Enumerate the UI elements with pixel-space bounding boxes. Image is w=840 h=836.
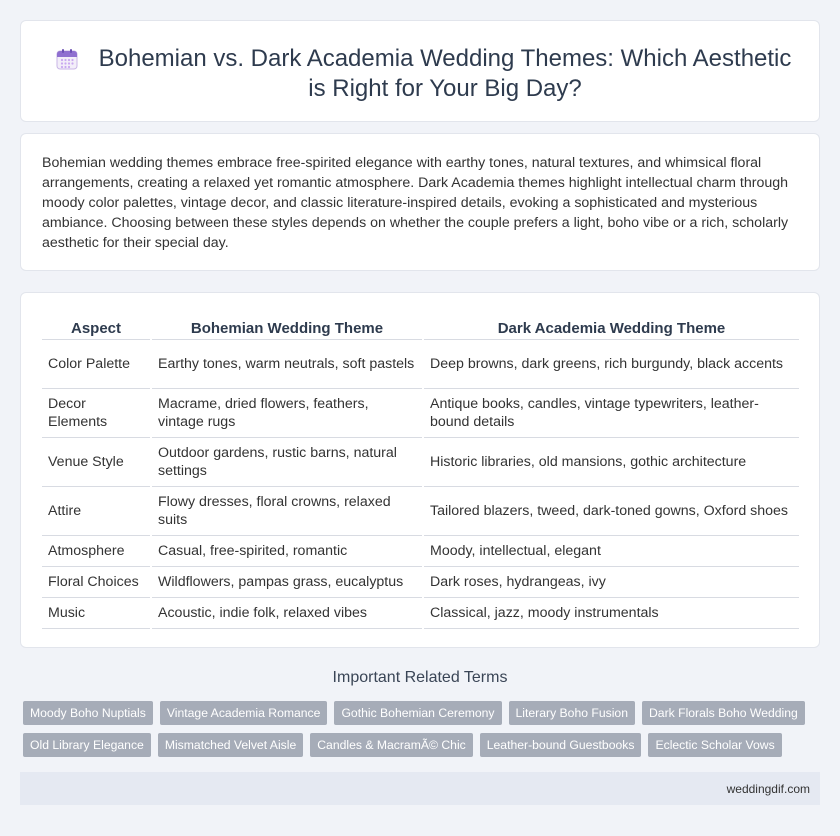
related-terms-title: Important Related Terms	[332, 669, 508, 686]
column-header-aspect: Aspect	[42, 314, 151, 339]
table-cell: Antique books, candles, vintage typewriters, leather-bound details	[423, 388, 799, 437]
table-header-row	[42, 314, 799, 339]
page-title: Bohemian vs. Dark Academia Wedding Themes: Which Aesthetic is Right for Your Big Day?	[98, 45, 792, 102]
tag-gothic-bohemian-ceremony[interactable]: Gothic Bohemian Ceremony	[334, 701, 501, 725]
footer	[20, 772, 820, 805]
column-header-dark-academia: Dark Academia Wedding Theme	[423, 314, 799, 339]
comparison-card	[20, 292, 820, 648]
table-cell: Dark roses, hydrangeas, ivy	[423, 566, 799, 597]
footer-site-link[interactable]: weddingdif.com	[726, 782, 810, 796]
table-cell: Macrame, dried flowers, feathers, vintage rugs	[151, 388, 423, 437]
table-cell: Tailored blazers, tweed, dark-toned gowns, Oxford shoes	[423, 486, 799, 535]
tag-eclectic-scholar-vows[interactable]: Eclectic Scholar Vows	[648, 733, 781, 757]
table-row	[42, 597, 799, 628]
intro-paragraph: Bohemian wedding themes embrace free-spirited elegance with earthy tones, natural textures, and whimsical floral arrangements, creating a relaxed yet romantic atmosphere. Dark Academia themes highlight intellectual charm through moody color palettes, vintage decor, and classic literature-inspired details, evoking a sophisticated and mysterious ambiance. Choosing between these styles depends on whether the couple prefers a light, boho vibe or a rich, scholarly aesthetic for their special day.	[42, 155, 789, 251]
table-row	[42, 566, 799, 597]
tag-moody-boho-nuptials[interactable]: Moody Boho Nuptials	[23, 701, 153, 725]
table-cell: Flowy dresses, floral crowns, relaxed suits	[151, 486, 423, 535]
table-row	[42, 388, 799, 437]
table-row	[42, 535, 799, 566]
table-cell: Venue Style	[42, 437, 151, 486]
table-cell: Classical, jazz, moody instrumentals	[423, 597, 799, 628]
column-header-bohemian: Bohemian Wedding Theme	[151, 314, 423, 339]
table-row	[42, 486, 799, 535]
table-cell: Acoustic, indie folk, relaxed vibes	[151, 597, 423, 628]
header-card	[20, 20, 820, 122]
table-cell: Historic libraries, old mansions, gothic architecture	[423, 437, 799, 486]
table-row	[42, 339, 799, 388]
table-cell: Attire	[42, 486, 151, 535]
tag-old-library-elegance[interactable]: Old Library Elegance	[23, 733, 151, 757]
tag-dark-florals-boho-wedding[interactable]: Dark Florals Boho Wedding	[642, 701, 805, 725]
table-cell: Casual, free-spirited, romantic	[151, 535, 423, 566]
table-cell: Wildflowers, pampas grass, eucalyptus	[151, 566, 423, 597]
table-cell: Earthy tones, warm neutrals, soft pastels	[151, 339, 423, 388]
table-cell: Moody, intellectual, elegant	[423, 535, 799, 566]
tag-mismatched-velvet-aisle[interactable]: Mismatched Velvet Aisle	[158, 733, 303, 757]
tag-vintage-academia-romance[interactable]: Vintage Academia Romance	[160, 701, 328, 725]
tag-leather-bound-guestbooks[interactable]: Leather-bound Guestbooks	[480, 733, 642, 757]
related-terms-tags	[23, 701, 823, 765]
table-cell: Outdoor gardens, rustic barns, natural settings	[151, 437, 423, 486]
table-cell: Atmosphere	[42, 535, 151, 566]
table-row	[42, 437, 799, 486]
table-cell: Decor Elements	[42, 388, 151, 437]
tag-literary-boho-fusion[interactable]: Literary Boho Fusion	[509, 701, 635, 725]
comparison-table	[42, 314, 799, 629]
table-cell: Floral Choices	[42, 566, 151, 597]
table-cell: Music	[42, 597, 151, 628]
tag-candles-macrame-chic[interactable]: Candles & MacramÃ© Chic	[310, 733, 473, 757]
table-cell: Color Palette	[42, 339, 151, 388]
table-cell: Deep browns, dark greens, rich burgundy, black accents	[423, 339, 799, 388]
intro-card	[20, 133, 820, 271]
calendar-icon	[55, 47, 79, 71]
